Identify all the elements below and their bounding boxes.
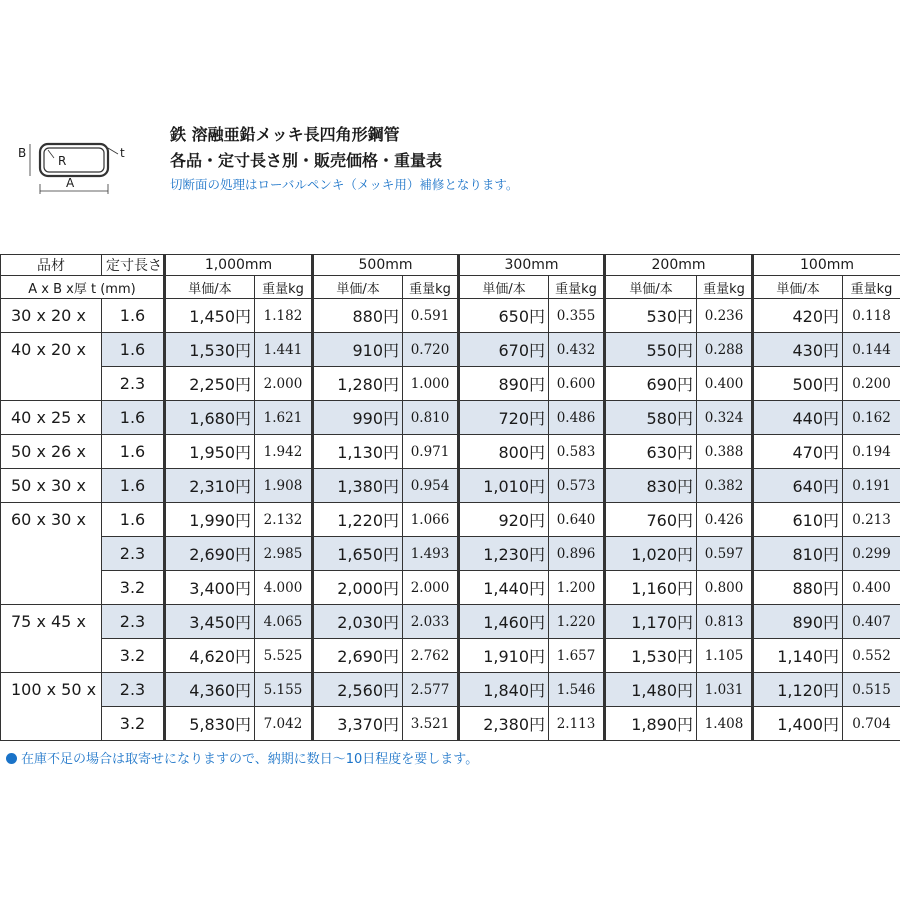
- table-row: [1, 299, 900, 333]
- table-row: [1, 707, 900, 741]
- price-cell: 1,170円: [605, 605, 697, 639]
- price-cell: 4,620円: [165, 639, 255, 673]
- price-cell: 1,910円: [459, 639, 549, 673]
- price-cell: 3,370円: [313, 707, 403, 741]
- footnote-text: 在庫不足の場合は取寄せになりますので、納期に数日～10日程度を要します。: [21, 752, 479, 767]
- header-length: 定寸長さ: [102, 255, 165, 276]
- price-cell: 1,230円: [459, 537, 549, 571]
- thickness-cell: 1.6: [102, 401, 165, 435]
- size-cell: [1, 537, 102, 571]
- size-cell: 50 x 30 x: [1, 469, 102, 503]
- header-weight: 重量kg: [697, 276, 753, 299]
- weight-cell: 1.621: [255, 401, 313, 435]
- weight-cell: 5.525: [255, 639, 313, 673]
- price-cell: 3,450円: [165, 605, 255, 639]
- dim-label-r: R: [58, 154, 67, 168]
- price-cell: 440円: [753, 401, 843, 435]
- weight-cell: 1.441: [255, 333, 313, 367]
- price-cell: 1,380円: [313, 469, 403, 503]
- header-price: 単価/本: [165, 276, 255, 299]
- thickness-cell: 2.3: [102, 673, 165, 707]
- weight-cell: 1.182: [255, 299, 313, 333]
- weight-cell: 0.194: [843, 435, 900, 469]
- price-cell: 2,380円: [459, 707, 549, 741]
- weight-cell: 0.954: [403, 469, 459, 503]
- price-cell: 580円: [605, 401, 697, 435]
- price-cell: 810円: [753, 537, 843, 571]
- price-weight-table: [0, 254, 900, 741]
- weight-cell: 0.382: [697, 469, 753, 503]
- price-cell: 890円: [459, 367, 549, 401]
- size-cell: [1, 367, 102, 401]
- weight-cell: 0.813: [697, 605, 753, 639]
- size-cell: [1, 571, 102, 605]
- weight-cell: 0.971: [403, 435, 459, 469]
- table-row: [1, 537, 900, 571]
- weight-cell: 1.000: [403, 367, 459, 401]
- weight-cell: 4.065: [255, 605, 313, 639]
- weight-cell: 0.486: [549, 401, 605, 435]
- table-header-row-1: [1, 255, 900, 276]
- weight-cell: 1.105: [697, 639, 753, 673]
- weight-cell: 0.810: [403, 401, 459, 435]
- header-price: 単価/本: [753, 276, 843, 299]
- price-cell: 910円: [313, 333, 403, 367]
- size-cell: [1, 707, 102, 741]
- price-cell: 1,950円: [165, 435, 255, 469]
- weight-cell: 1.657: [549, 639, 605, 673]
- weight-cell: 0.597: [697, 537, 753, 571]
- table-row: [1, 503, 900, 537]
- cut-surface-note: 切断面の処理はローバルペンキ（メッキ用）補修となります。: [170, 177, 519, 192]
- price-cell: 650円: [459, 299, 549, 333]
- header-length-100: 100mm: [753, 255, 900, 276]
- weight-cell: 0.800: [697, 571, 753, 605]
- thickness-cell: 3.2: [102, 639, 165, 673]
- price-cell: 2,690円: [165, 537, 255, 571]
- size-cell: 100 x 50 x: [1, 673, 102, 707]
- weight-cell: 0.591: [403, 299, 459, 333]
- thickness-cell: 3.2: [102, 571, 165, 605]
- size-cell: 30 x 20 x: [1, 299, 102, 333]
- table-row: [1, 639, 900, 673]
- weight-cell: 2.132: [255, 503, 313, 537]
- price-cell: 800円: [459, 435, 549, 469]
- header-length-500: 500mm: [313, 255, 459, 276]
- table-row: [1, 401, 900, 435]
- weight-cell: 1.220: [549, 605, 605, 639]
- weight-cell: 2.000: [403, 571, 459, 605]
- size-cell: 60 x 30 x: [1, 503, 102, 537]
- header-weight: 重量kg: [843, 276, 900, 299]
- size-cell: 75 x 45 x: [1, 605, 102, 639]
- dim-label-b: B: [18, 146, 27, 160]
- price-cell: 420円: [753, 299, 843, 333]
- weight-cell: 2.762: [403, 639, 459, 673]
- thickness-cell: 2.3: [102, 367, 165, 401]
- price-cell: 920円: [459, 503, 549, 537]
- price-cell: 500円: [753, 367, 843, 401]
- weight-cell: 0.213: [843, 503, 900, 537]
- table-row: [1, 673, 900, 707]
- weight-cell: 0.299: [843, 537, 900, 571]
- price-cell: 2,310円: [165, 469, 255, 503]
- weight-cell: 0.640: [549, 503, 605, 537]
- price-cell: 1,220円: [313, 503, 403, 537]
- weight-cell: 2.577: [403, 673, 459, 707]
- table-row: [1, 605, 900, 639]
- price-cell: 1,400円: [753, 707, 843, 741]
- price-cell: 1,890円: [605, 707, 697, 741]
- price-cell: 4,360円: [165, 673, 255, 707]
- page-subtitle: 各品・定寸長さ別・販売価格・重量表: [170, 151, 443, 170]
- header-weight: 重量kg: [549, 276, 605, 299]
- header-size: A x B x厚 t (mm): [1, 276, 165, 299]
- thickness-cell: 2.3: [102, 537, 165, 571]
- table-row: [1, 571, 900, 605]
- header-length-200: 200mm: [605, 255, 753, 276]
- weight-cell: 0.426: [697, 503, 753, 537]
- weight-cell: 0.324: [697, 401, 753, 435]
- dim-label-a: A: [66, 176, 75, 190]
- size-cell: 40 x 20 x: [1, 333, 102, 367]
- price-cell: 1,990円: [165, 503, 255, 537]
- weight-cell: 1.200: [549, 571, 605, 605]
- weight-cell: 0.200: [843, 367, 900, 401]
- weight-cell: 2.113: [549, 707, 605, 741]
- thickness-cell: 1.6: [102, 469, 165, 503]
- table-header-row-2: [1, 276, 900, 299]
- price-cell: 2,250円: [165, 367, 255, 401]
- price-cell: 1,480円: [605, 673, 697, 707]
- header-length-1000: 1,000mm: [165, 255, 313, 276]
- price-cell: 2,000円: [313, 571, 403, 605]
- price-cell: 530円: [605, 299, 697, 333]
- weight-cell: 0.162: [843, 401, 900, 435]
- weight-cell: 0.400: [843, 571, 900, 605]
- price-cell: 3,400円: [165, 571, 255, 605]
- weight-cell: 1.031: [697, 673, 753, 707]
- price-cell: 1,020円: [605, 537, 697, 571]
- weight-cell: 1.066: [403, 503, 459, 537]
- weight-cell: 0.407: [843, 605, 900, 639]
- weight-cell: 0.896: [549, 537, 605, 571]
- weight-cell: 0.600: [549, 367, 605, 401]
- weight-cell: 3.521: [403, 707, 459, 741]
- price-cell: 470円: [753, 435, 843, 469]
- price-cell: 1,440円: [459, 571, 549, 605]
- weight-cell: 0.118: [843, 299, 900, 333]
- price-cell: 760円: [605, 503, 697, 537]
- price-cell: 890円: [753, 605, 843, 639]
- page-title: 鉄 溶融亜鉛メッキ長四角形鋼管: [170, 125, 400, 144]
- thickness-cell: 1.6: [102, 333, 165, 367]
- header-weight: 重量kg: [403, 276, 459, 299]
- price-cell: 1,160円: [605, 571, 697, 605]
- weight-cell: 0.704: [843, 707, 900, 741]
- weight-cell: 1.546: [549, 673, 605, 707]
- price-cell: 1,010円: [459, 469, 549, 503]
- price-cell: 640円: [753, 469, 843, 503]
- weight-cell: 2.985: [255, 537, 313, 571]
- table-row: [1, 469, 900, 503]
- weight-cell: 7.042: [255, 707, 313, 741]
- cross-section-diagram: [18, 136, 138, 206]
- price-cell: 1,280円: [313, 367, 403, 401]
- weight-cell: 4.000: [255, 571, 313, 605]
- weight-cell: 0.515: [843, 673, 900, 707]
- price-cell: 1,530円: [605, 639, 697, 673]
- weight-cell: 5.155: [255, 673, 313, 707]
- price-cell: 1,840円: [459, 673, 549, 707]
- weight-cell: 1.408: [697, 707, 753, 741]
- price-cell: 430円: [753, 333, 843, 367]
- weight-cell: 0.432: [549, 333, 605, 367]
- bullet-dot-icon: [6, 753, 17, 764]
- table-row: [1, 435, 900, 469]
- weight-cell: 0.552: [843, 639, 900, 673]
- table-row: [1, 333, 900, 367]
- thickness-cell: 1.6: [102, 299, 165, 333]
- price-cell: 2,690円: [313, 639, 403, 673]
- price-cell: 830円: [605, 469, 697, 503]
- thickness-cell: 2.3: [102, 605, 165, 639]
- size-cell: 50 x 26 x: [1, 435, 102, 469]
- price-cell: 610円: [753, 503, 843, 537]
- size-cell: [1, 639, 102, 673]
- price-cell: 1,120円: [753, 673, 843, 707]
- price-cell: 880円: [313, 299, 403, 333]
- price-cell: 5,830円: [165, 707, 255, 741]
- thickness-cell: 1.6: [102, 503, 165, 537]
- title-block: [170, 122, 518, 196]
- price-cell: 1,130円: [313, 435, 403, 469]
- price-cell: 1,650円: [313, 537, 403, 571]
- price-cell: 1,460円: [459, 605, 549, 639]
- table-row: [1, 367, 900, 401]
- thickness-cell: 1.6: [102, 435, 165, 469]
- weight-cell: 0.720: [403, 333, 459, 367]
- weight-cell: 0.236: [697, 299, 753, 333]
- price-cell: 1,530円: [165, 333, 255, 367]
- header-price: 単価/本: [605, 276, 697, 299]
- weight-cell: 0.191: [843, 469, 900, 503]
- weight-cell: 0.573: [549, 469, 605, 503]
- weight-cell: 1.942: [255, 435, 313, 469]
- price-cell: 2,030円: [313, 605, 403, 639]
- weight-cell: 0.144: [843, 333, 900, 367]
- price-cell: 690円: [605, 367, 697, 401]
- weight-cell: 2.033: [403, 605, 459, 639]
- thickness-cell: 3.2: [102, 707, 165, 741]
- price-cell: 630円: [605, 435, 697, 469]
- header-price: 単価/本: [313, 276, 403, 299]
- dim-label-t: t: [120, 146, 125, 160]
- header-material: 品材: [1, 255, 102, 276]
- size-cell: 40 x 25 x: [1, 401, 102, 435]
- price-cell: 1,680円: [165, 401, 255, 435]
- price-cell: 720円: [459, 401, 549, 435]
- price-cell: 2,560円: [313, 673, 403, 707]
- price-cell: 990円: [313, 401, 403, 435]
- header-weight: 重量kg: [255, 276, 313, 299]
- weight-cell: 0.583: [549, 435, 605, 469]
- stock-footnote: [6, 748, 478, 767]
- price-cell: 670円: [459, 333, 549, 367]
- weight-cell: 2.000: [255, 367, 313, 401]
- weight-cell: 0.388: [697, 435, 753, 469]
- weight-cell: 0.355: [549, 299, 605, 333]
- weight-cell: 1.908: [255, 469, 313, 503]
- price-cell: 880円: [753, 571, 843, 605]
- weight-cell: 0.400: [697, 367, 753, 401]
- price-cell: 1,450円: [165, 299, 255, 333]
- header-length-300: 300mm: [459, 255, 605, 276]
- price-cell: 1,140円: [753, 639, 843, 673]
- price-cell: 550円: [605, 333, 697, 367]
- header-price: 単価/本: [459, 276, 549, 299]
- weight-cell: 0.288: [697, 333, 753, 367]
- weight-cell: 1.493: [403, 537, 459, 571]
